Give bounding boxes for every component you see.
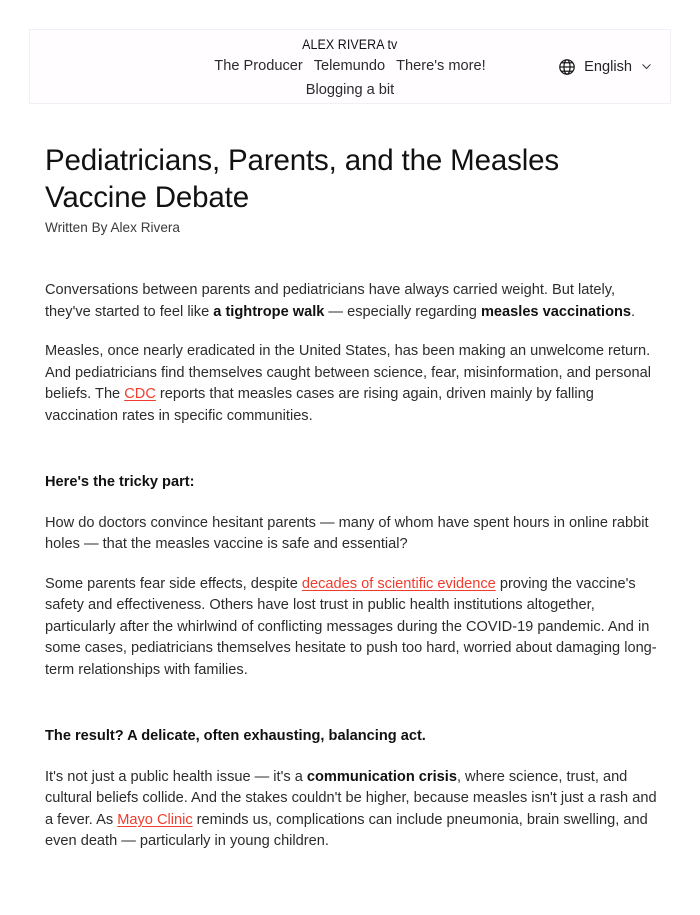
- body-text: Measles, once nearly eradicated in the United States, has been making an unwelcome return. And pediatricians find themselves caught between science, fear, misinformation, and personal beliefs. The: [45, 343, 651, 402]
- site-header: [29, 29, 671, 104]
- body-text: proving the vaccine's safety and effectiveness. Others have lost trust in public health institutions altogether, particularly after the whirlwind of conflicting messages during the COVID-19 pandemic. And in some cases, pediatricians themselves hesitate to push too hard, worried about damaging long-term relationships with families.: [45, 575, 657, 678]
- body-text: Here's the tricky part:: [45, 474, 195, 490]
- body-text: How do doctors convince hesitant parents — many of whom have spent hours in online rabbit holes — that the measles vaccine is safe and essential?: [45, 514, 649, 552]
- language-picker[interactable]: [558, 58, 652, 76]
- language-label: English: [584, 58, 632, 75]
- site-title[interactable]: ALEX RIVERA tv: [302, 37, 398, 52]
- article-lead-in: [45, 472, 657, 494]
- inline-link[interactable]: Mayo Clinic: [117, 811, 193, 828]
- article-paragraph: [45, 513, 657, 556]
- body-text: — especially regarding: [324, 303, 481, 320]
- inline-link[interactable]: decades of scientific evidence: [301, 575, 496, 592]
- article-lead-in: [45, 726, 657, 748]
- emphasis-text: measles vaccinations: [480, 303, 632, 320]
- nav-item-telemundo[interactable]: Telemundo: [313, 58, 386, 74]
- nav-item-the-producer[interactable]: The Producer: [214, 58, 303, 74]
- body-text: The result? A delicate, often exhausting, balancing act.: [45, 728, 426, 744]
- article-paragraph: [45, 574, 657, 682]
- body-text: reports that measles cases are rising again, driven mainly by falling vaccination rates in specific communities.: [45, 386, 594, 424]
- globe-icon: [558, 58, 576, 76]
- emphasis-text: a tightrope walk: [213, 303, 325, 320]
- article-paragraph: [45, 280, 657, 323]
- emphasis-text: communication crisis: [306, 768, 457, 785]
- body-text: reminds us, complications can include pneumonia, brain swelling, and even death — particularly in young children.: [45, 811, 648, 849]
- nav-item-blogging-a-bit[interactable]: Blogging a bit: [305, 82, 395, 98]
- body-text: Conversations between parents and pediatricians have always carried weight. But lately, they've started to feel like: [45, 282, 616, 320]
- inline-link[interactable]: CDC: [124, 386, 156, 402]
- body-text: Some parents fear side effects, despite: [45, 575, 302, 592]
- article-body: [45, 280, 657, 853]
- article: [45, 142, 657, 871]
- body-text: .: [631, 303, 636, 320]
- page-title: Pediatricians, Parents, and the Measles Vaccine Debate: [45, 144, 559, 214]
- nav-item-theres-more[interactable]: There's more!: [396, 58, 486, 74]
- article-byline: Written By Alex Rivera: [45, 220, 180, 235]
- article-paragraph: [45, 341, 657, 427]
- site-title-row: [30, 35, 670, 54]
- secondary-nav: [30, 78, 670, 102]
- body-text: It's not just a public health issue — it's a: [45, 768, 307, 785]
- article-paragraph: [45, 767, 657, 853]
- body-text: , where science, trust, and cultural beliefs collide. And the stakes couldn't be higher, because measles isn't just a rash and a fever. As: [45, 768, 657, 828]
- chevron-down-icon: [640, 61, 652, 72]
